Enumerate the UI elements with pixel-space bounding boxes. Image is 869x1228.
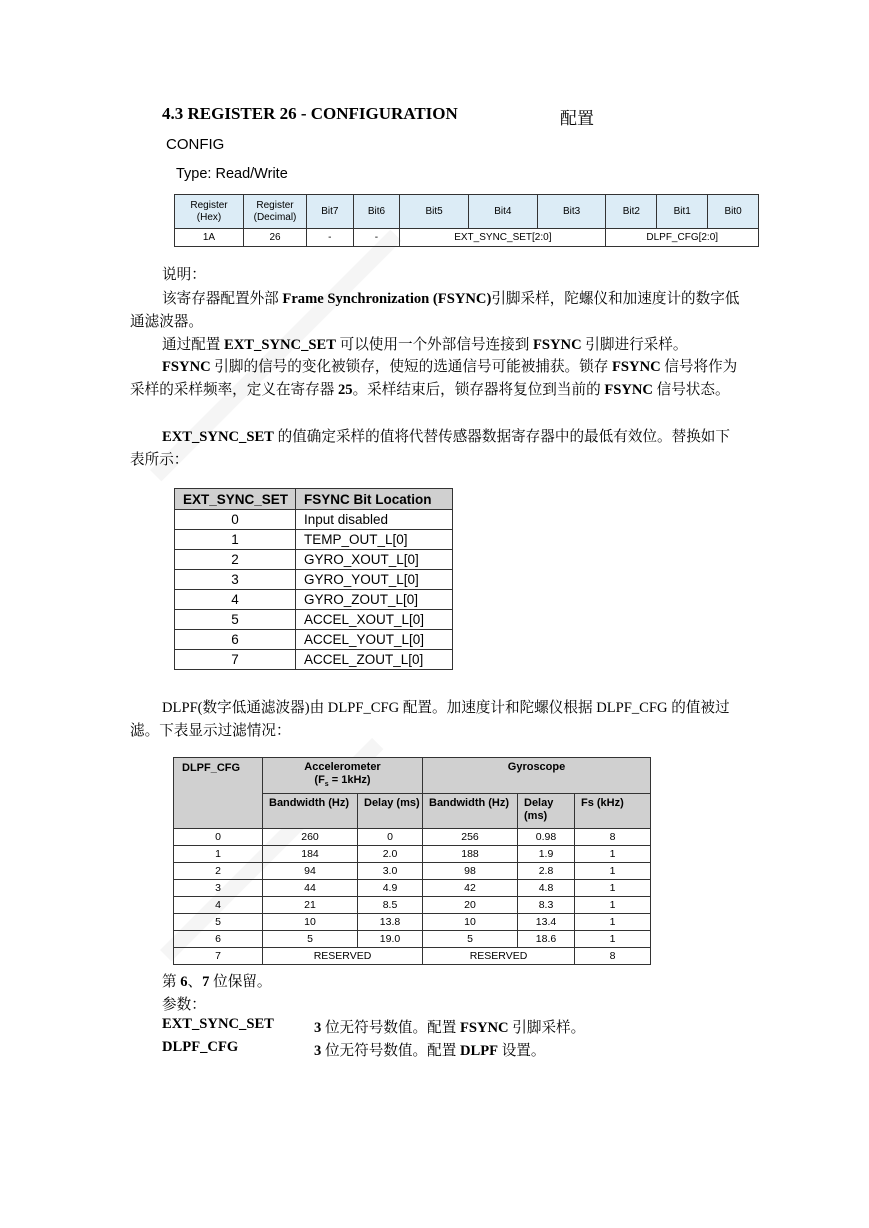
table-cell: ACCEL_ZOUT_L[0]: [296, 650, 453, 670]
text: 引脚采样，陀螺仪和加速度计的数字低通滤波器。: [130, 291, 740, 330]
table-cell: 1: [174, 846, 263, 863]
table-cell: 1: [575, 897, 651, 914]
table-header: Bit0: [708, 195, 759, 229]
text-bold: EXT_SYNC_SET: [224, 337, 336, 353]
table-header: Bit5: [400, 195, 469, 229]
text-bold: FSYNC: [612, 359, 661, 375]
table-cell: 2: [174, 863, 263, 880]
text-bold: 3: [314, 1043, 322, 1059]
table-cell: 3.0: [358, 863, 423, 880]
table-cell: 7: [175, 650, 296, 670]
register-type: Type: Read/Write: [176, 166, 288, 182]
table-row: [174, 931, 651, 948]
table-row: [174, 863, 651, 880]
table-cell: 13.4: [518, 914, 575, 931]
table-row: [174, 914, 651, 931]
table-cell: 8: [575, 948, 651, 965]
text: 。采样结束后，锁存器将复位到当前的: [352, 382, 605, 398]
table-cell: 6: [175, 630, 296, 650]
table-cell: 184: [263, 846, 358, 863]
table-header: Bit6: [353, 195, 400, 229]
params-label: 参数：: [162, 997, 206, 1013]
table-cell: 42: [423, 880, 518, 897]
table-cell: 2.0: [358, 846, 423, 863]
table-cell: 4: [174, 897, 263, 914]
dlpf-table: [173, 757, 651, 965]
table-row: [175, 590, 453, 610]
text: 位无符号数值。配置: [321, 1043, 460, 1059]
text: 该寄存器配置外部: [162, 291, 283, 307]
table-header: Fs (kHz): [575, 794, 651, 829]
text: 位无符号数值。配置: [321, 1020, 460, 1036]
table-row: [175, 550, 453, 570]
text: 引脚进行采样。: [581, 337, 688, 353]
table-cell: 8.3: [518, 897, 575, 914]
table-cell: 2: [175, 550, 296, 570]
text-bold: FSYNC: [532, 337, 582, 353]
table-cell: 21: [263, 897, 358, 914]
ext-sync-table-body: [175, 510, 453, 670]
table-header: Delay (ms): [518, 794, 575, 829]
table-cell: 18.6: [518, 931, 575, 948]
text: 设置。: [498, 1043, 546, 1059]
text: 信号状态。: [652, 382, 730, 398]
table-header: DLPF_CFG: [174, 758, 263, 829]
table-cell: 8: [575, 829, 651, 846]
table-header-accel: [263, 758, 423, 794]
table-cell: 0.98: [518, 829, 575, 846]
table-cell: 1: [175, 530, 296, 550]
table-cell: 0: [174, 829, 263, 846]
table-cell: ACCEL_XOUT_L[0]: [296, 610, 453, 630]
table-cell: 5: [423, 931, 518, 948]
table-row: [175, 530, 453, 550]
table-cell: RESERVED: [423, 948, 575, 965]
table-cell: 1A: [175, 229, 244, 247]
section-title-zh: 配置: [560, 109, 594, 128]
table-cell: RESERVED: [263, 948, 423, 965]
table-cell: 3: [175, 570, 296, 590]
table-header-text: Accelerometer: [304, 761, 381, 773]
table-cell: -: [307, 229, 354, 247]
table-row: [175, 510, 453, 530]
table-cell: 5: [175, 610, 296, 630]
text: 位保留。: [209, 974, 272, 990]
table-row: [175, 570, 453, 590]
table-cell: 1: [575, 914, 651, 931]
table-header-row: [174, 758, 651, 794]
table-header: Gyroscope: [423, 758, 651, 794]
table-cell: 256: [423, 829, 518, 846]
ext-sync-table: [174, 488, 453, 670]
table-header: EXT_SYNC_SET: [175, 489, 296, 510]
table-cell: 44: [263, 880, 358, 897]
param-desc: [314, 1039, 546, 1060]
table-cell: 10: [423, 914, 518, 931]
text: 引脚的信号的变化被锁存，使短的选通信号可能被捕获。锁存: [210, 359, 612, 375]
table-cell: -: [353, 229, 400, 247]
text: 可以使用一个外部信号连接到: [335, 337, 533, 353]
table-row: [175, 610, 453, 630]
table-header: Bandwidth (Hz): [263, 794, 358, 829]
table-cell: 1: [575, 880, 651, 897]
table-cell: 94: [263, 863, 358, 880]
table-header: Bit2: [606, 195, 657, 229]
register-bit-table: [174, 194, 759, 247]
table-row: [174, 829, 651, 846]
table-cell: 1: [575, 931, 651, 948]
table-header: FSYNC Bit Location: [296, 489, 453, 510]
paragraph-3: [130, 356, 742, 402]
text-bold: FSYNC: [459, 1020, 509, 1036]
table-row: [174, 897, 651, 914]
table-cell: 5: [174, 914, 263, 931]
table-cell: 1: [575, 846, 651, 863]
table-header-text: (F: [314, 773, 325, 786]
param-desc: [314, 1016, 585, 1037]
text: 通过配置: [162, 337, 225, 353]
text: 信号将作为采样的采样频率，定义在寄存器: [130, 359, 738, 398]
table-row: [175, 630, 453, 650]
table-cell: 4.9: [358, 880, 423, 897]
text-bold: 25: [337, 382, 353, 398]
table-cell: GYRO_ZOUT_L[0]: [296, 590, 453, 610]
table-row: [175, 229, 759, 247]
table-cell: Input disabled: [296, 510, 453, 530]
text: 引脚采样。: [508, 1020, 586, 1036]
table-cell: 8.5: [358, 897, 423, 914]
paragraph-1: [130, 288, 742, 334]
table-header: Bit1: [657, 195, 708, 229]
table-cell: GYRO_XOUT_L[0]: [296, 550, 453, 570]
param-name: DLPF_CFG: [162, 1039, 239, 1055]
table-header-text: s: [324, 780, 329, 788]
table-row: [175, 650, 453, 670]
table-cell: 260: [263, 829, 358, 846]
param-name: EXT_SYNC_SET: [162, 1016, 274, 1032]
table-cell: 98: [423, 863, 518, 880]
table-header: Delay (ms): [358, 794, 423, 829]
table-cell: 0: [358, 829, 423, 846]
table-cell: 26: [244, 229, 307, 247]
section-title: [162, 104, 594, 128]
table-header: Bandwidth (Hz): [423, 794, 518, 829]
table-cell: TEMP_OUT_L[0]: [296, 530, 453, 550]
paragraph-2: [162, 334, 687, 357]
table-cell: 0: [175, 510, 296, 530]
dlpf-table-body: [174, 829, 651, 948]
text-bold: FSYNC: [604, 382, 653, 398]
table-header: Register (Hex): [175, 195, 244, 229]
table-cell: 4: [175, 590, 296, 610]
table-header-row: [175, 195, 759, 229]
paragraph-5: DLPF(数字低通滤波器)由 DLPF_CFG 配置。加速度计和陀螺仪根据 DLPF_CFG 的值被过滤。下表显示过滤情况：: [130, 700, 730, 739]
table-cell: 1: [575, 863, 651, 880]
table-header-row: [175, 489, 453, 510]
table-cell: 19.0: [358, 931, 423, 948]
paragraph-4: [130, 426, 742, 472]
table-cell: DLPF_CFG[2:0]: [606, 229, 759, 247]
table-cell: 7: [174, 948, 263, 965]
table-cell: 20: [423, 897, 518, 914]
table-cell: 6: [174, 931, 263, 948]
text-bold: EXT_SYNC_SET: [162, 429, 274, 445]
table-cell: 3: [174, 880, 263, 897]
text-bold: Frame Synchronization (FSYNC): [282, 291, 492, 307]
table-header: Bit7: [307, 195, 354, 229]
text: 第: [162, 974, 181, 990]
table-cell: 4.8: [518, 880, 575, 897]
table-cell: ACCEL_YOUT_L[0]: [296, 630, 453, 650]
reserved-note: [162, 970, 271, 991]
table-cell: GYRO_YOUT_L[0]: [296, 570, 453, 590]
table-cell: 10: [263, 914, 358, 931]
text-bold: 6: [180, 974, 188, 990]
table-cell: 188: [423, 846, 518, 863]
table-header-text: = 1kHz): [328, 773, 371, 786]
section-title-text: 4.3 REGISTER 26 - CONFIGURATION: [162, 104, 458, 123]
description-label: 说明：: [162, 267, 206, 283]
register-name: CONFIG: [166, 136, 225, 153]
table-cell: 2.8: [518, 863, 575, 880]
table-header: Bit4: [468, 195, 537, 229]
text-bold: DLPF: [459, 1043, 499, 1059]
text: 的值确定采样的值将代替传感器数据寄存器中的最低有效位。替换如下表所示：: [130, 429, 730, 468]
table-cell: 5: [263, 931, 358, 948]
text-bold: 7: [202, 974, 210, 990]
text-bold: FSYNC: [162, 359, 211, 375]
text: 、: [187, 974, 203, 990]
table-header: Register (Decimal): [244, 195, 307, 229]
table-row: [174, 948, 651, 965]
table-header: Bit3: [537, 195, 606, 229]
table-cell: 13.8: [358, 914, 423, 931]
table-row: [174, 846, 651, 863]
table-cell: EXT_SYNC_SET[2:0]: [400, 229, 606, 247]
table-row: [174, 880, 651, 897]
table-cell: 1.9: [518, 846, 575, 863]
text-bold: 3: [314, 1020, 322, 1036]
